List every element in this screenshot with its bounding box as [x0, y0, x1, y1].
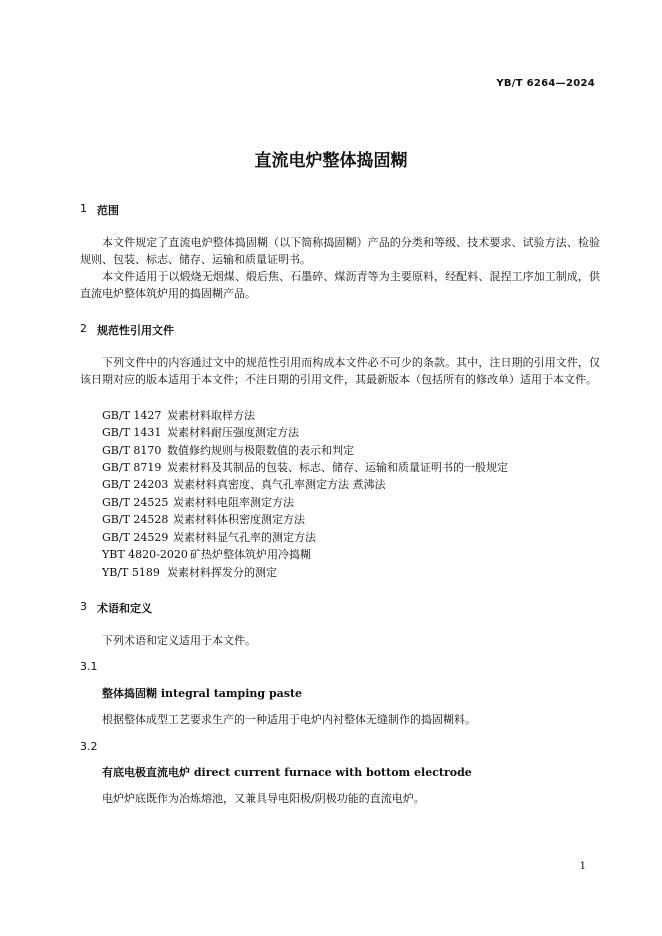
reference-item — [102, 442, 354, 458]
scope-paragraph-1: 本文件规定了直流电炉整体捣固糊（以下简称捣固糊）产品的分类和等级、技术要求、试验方法、检验规则、包装、标志、储存、运输和质量证明书。 — [80, 236, 600, 266]
term-number: 3.1 — [80, 660, 98, 673]
section-3-number: 3 — [80, 600, 87, 613]
reference-code: GB/T 24525 — [102, 496, 169, 509]
term-number: 3.2 — [80, 740, 98, 753]
reference-item — [102, 476, 386, 492]
scope-paragraph-2: 本文件适用于以煅烧无烟煤、煅后焦、石墨碎、煤沥青等为主要原料，经配料、混捏工序加工制成，供直流电炉整体筑炉用的捣固糊产品。 — [80, 270, 600, 300]
section-1-title: 范围 — [97, 204, 119, 217]
reference-code: GB/T 24203 — [102, 478, 169, 491]
reference-title: 炭素材料取样方法 — [167, 409, 255, 422]
reference-item — [102, 424, 299, 440]
reference-item — [102, 459, 508, 475]
reference-title: 矿热炉整体筑炉用冷捣糊 — [190, 548, 311, 561]
reference-item — [102, 546, 311, 562]
reference-code: YBT 4820-2020 — [102, 548, 188, 561]
term-definition: 根据整体成型工艺要求生产的一种适用于电炉内衬整体无缝制作的捣固糊料。 — [102, 713, 476, 726]
reference-code: GB/T 1431 — [102, 426, 162, 439]
document-title: 直流电炉整体捣固糊 — [254, 151, 408, 171]
reference-title: 炭素材料真密度、真气孔率测定方法 煮沸法 — [173, 478, 386, 491]
section-1-number: 1 — [80, 202, 87, 215]
reference-code: GB/T 24528 — [102, 513, 169, 526]
page-number: 1 — [579, 861, 586, 872]
terms-intro: 下列术语和定义适用于本文件。 — [102, 634, 256, 647]
standard-code: YB/T 6264—2024 — [496, 78, 595, 89]
reference-code: GB/T 24529 — [102, 531, 169, 544]
section-2-title: 规范性引用文件 — [97, 324, 174, 337]
reference-code: GB/T 8719 — [102, 461, 162, 474]
term-definition: 电炉炉底既作为冶炼熔池，又兼具导电阳极/阴极功能的直流电炉。 — [102, 792, 425, 805]
reference-code: YB/T 5189 — [102, 566, 160, 579]
reference-title: 炭素材料耐压强度测定方法 — [167, 426, 299, 439]
references-intro: 下列文件中的内容通过文中的规范性引用而构成本文件必不可少的条款。其中，注日期的引用文件，仅该日期对应的版本适用于本文件；不注日期的引用文件，其最新版本（包括所有的修改单）适用于本文件。 — [80, 356, 600, 386]
section-3-title: 术语和定义 — [97, 602, 152, 615]
term-name: 整体捣固糊 integral tamping paste — [102, 687, 303, 700]
reference-title: 炭素材料挥发分的测定 — [167, 566, 277, 579]
section-2-number: 2 — [80, 322, 87, 335]
term-name: 有底电极直流电炉 direct current furnace with bottom electrode — [102, 766, 472, 779]
reference-code: GB/T 1427 — [102, 409, 162, 422]
reference-item — [102, 407, 255, 423]
reference-item — [102, 529, 316, 545]
reference-item — [102, 564, 277, 580]
reference-title: 炭素材料显气孔率的测定方法 — [173, 531, 316, 544]
reference-title: 数值修约规则与极限数值的表示和判定 — [167, 444, 354, 457]
reference-title: 炭素材料及其制品的包装、标志、储存、运输和质量证明书的一般规定 — [167, 461, 508, 474]
reference-item — [102, 494, 294, 510]
reference-item — [102, 511, 305, 527]
reference-title: 炭素材料电阻率测定方法 — [173, 496, 294, 509]
reference-code: GB/T 8170 — [102, 444, 162, 457]
reference-title: 炭素材料体积密度测定方法 — [173, 513, 305, 526]
